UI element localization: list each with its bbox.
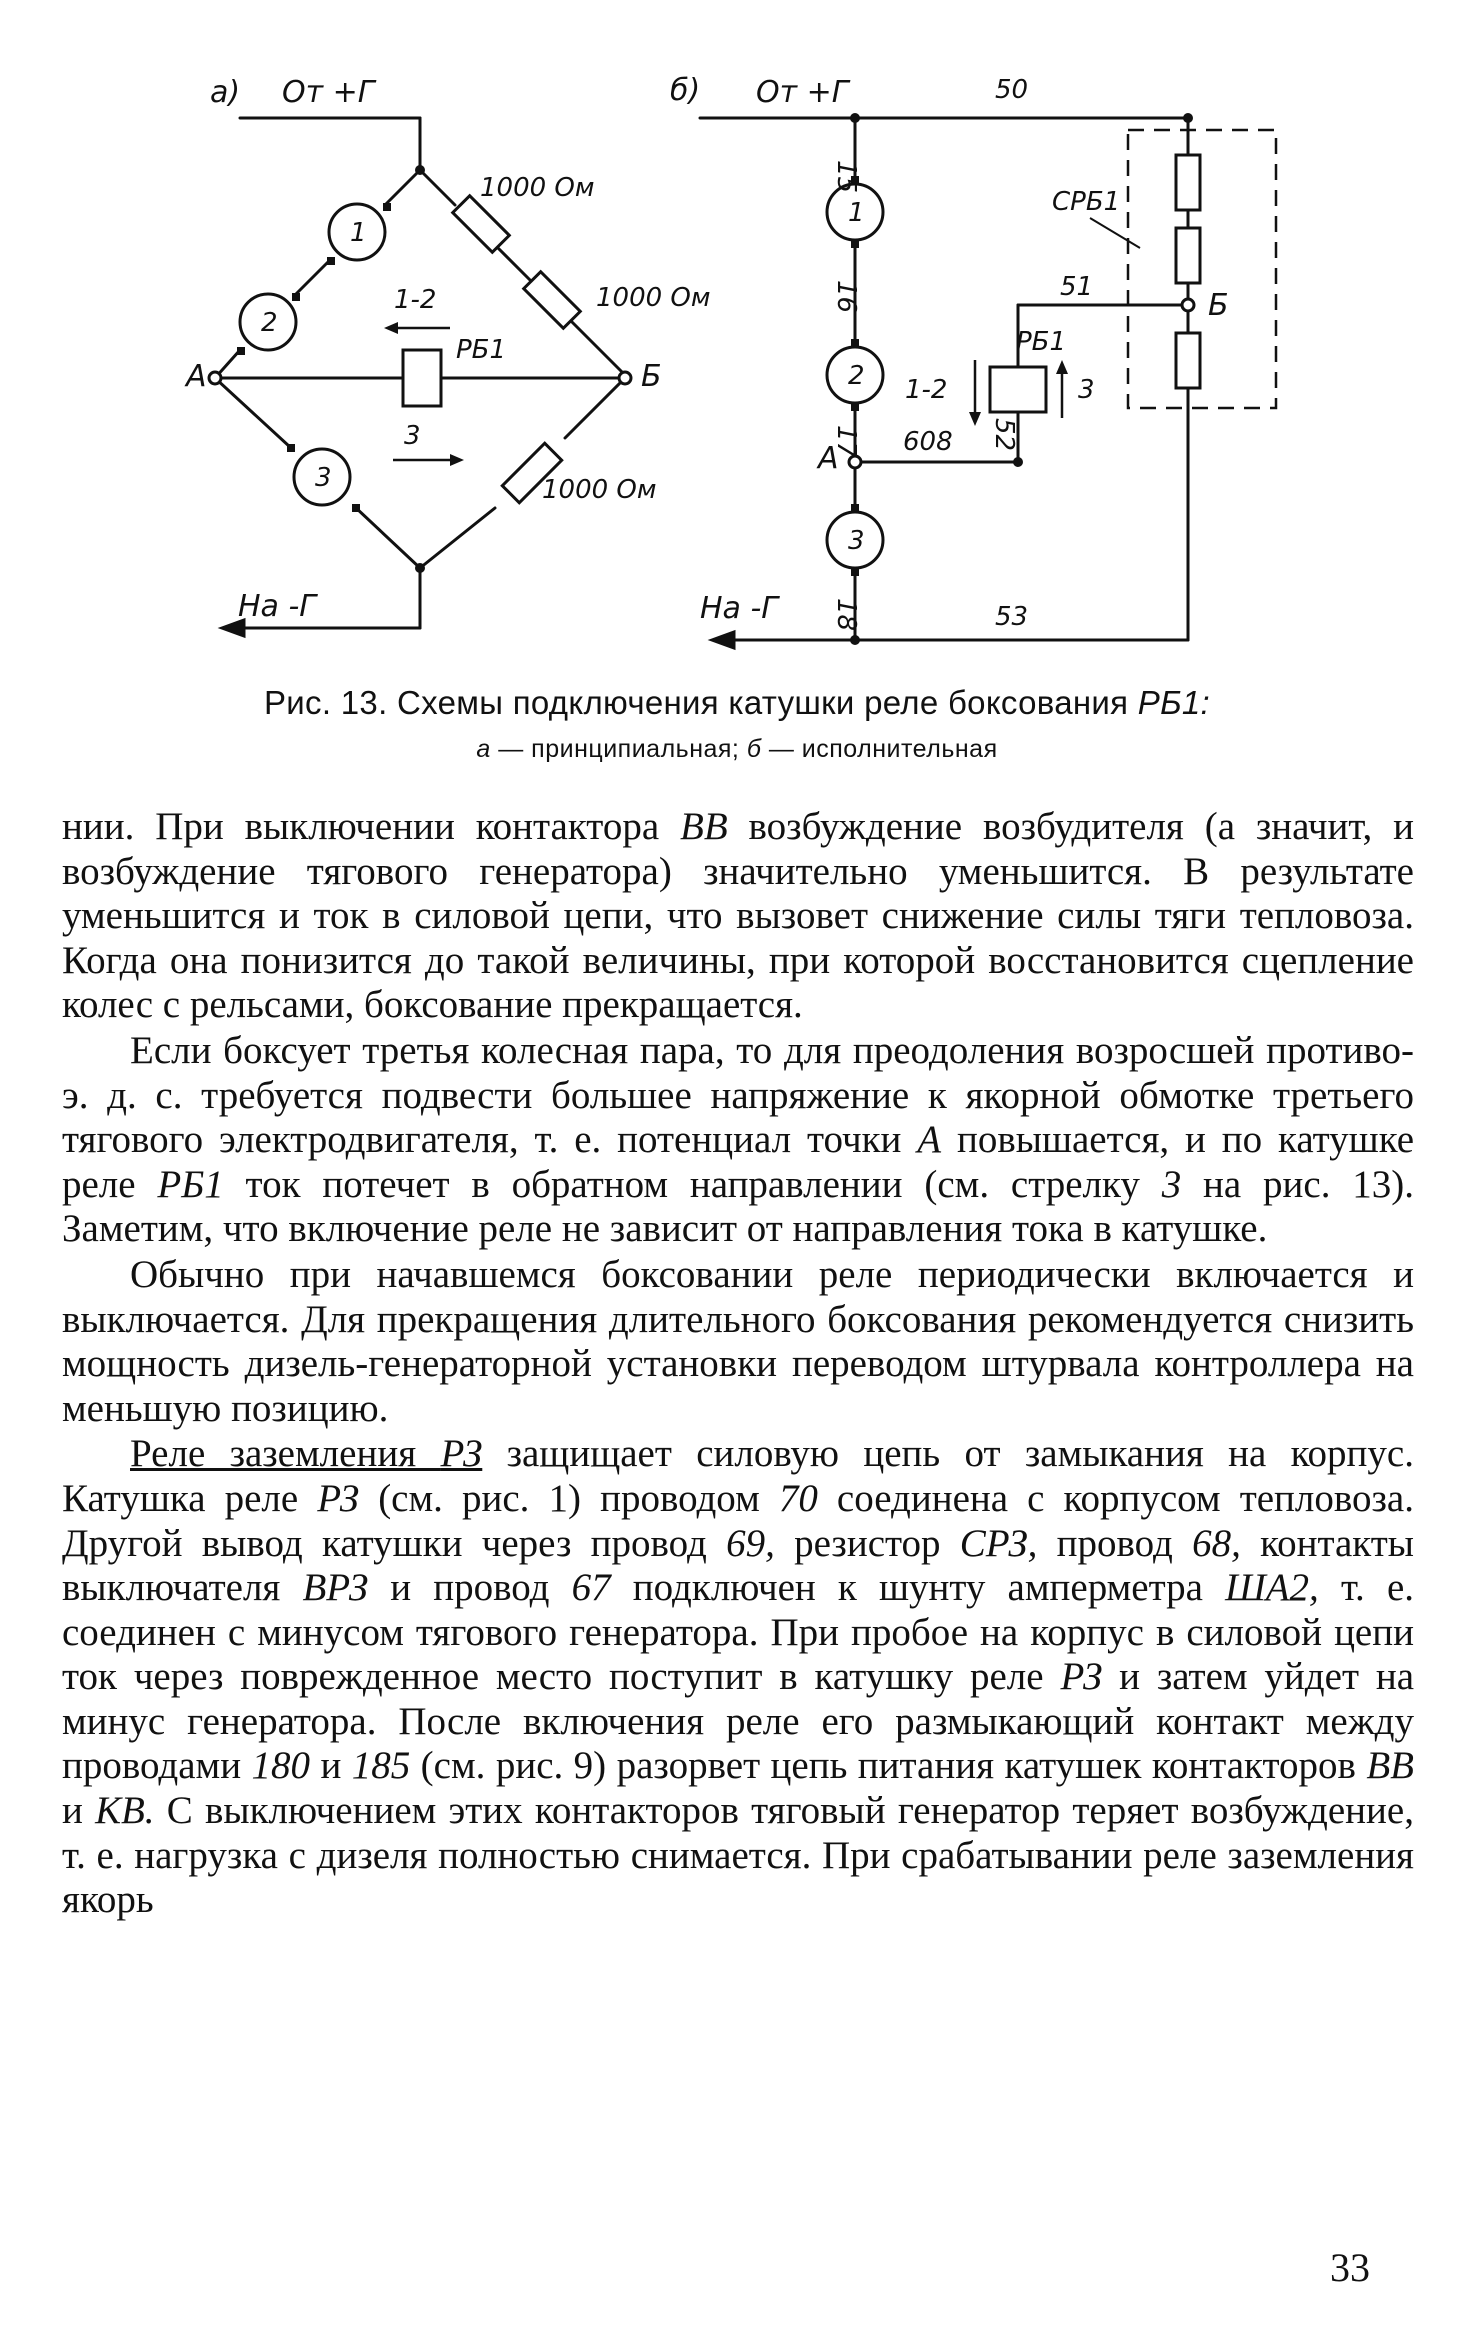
wire-608-label: 608 — [903, 427, 953, 457]
wire-52-label: 52 — [989, 418, 1019, 452]
node-b-b-dot — [1182, 299, 1194, 311]
relay-label-b: РБ1 — [1016, 327, 1067, 357]
to-minus-g-a: На -Г — [238, 589, 317, 624]
srb1-section-2 — [1176, 228, 1200, 283]
resistor-2-a — [524, 272, 581, 329]
arrow-1-2-label-b: 1-2 — [905, 375, 948, 405]
resistor-3-label: 1000 Ом — [542, 475, 657, 505]
figure-13-diagrams — [0, 0, 1474, 670]
arrow-3-label-b: 3 — [1078, 375, 1095, 405]
figure-caption-line-1 — [0, 684, 1474, 722]
motor-3-label-a: 3 — [315, 463, 332, 493]
relay-coil-a — [403, 350, 441, 406]
relay-heading: Реле заземления — [130, 1432, 441, 1476]
caption-b-text: — исполнительная — [761, 735, 998, 763]
wire-50-label: 50 — [995, 75, 1029, 105]
page-number: 33 — [1330, 2245, 1370, 2290]
panel-b-label: б) — [670, 73, 701, 108]
arrow-1-2-label-a: 1-2 — [394, 285, 437, 315]
figure-caption-line-2 — [0, 735, 1474, 764]
from-plus-g-a: От +Г — [282, 75, 375, 110]
body-text — [62, 805, 1414, 1923]
motor-2-label-b: 2 — [848, 361, 865, 391]
paragraph-1: нии. При выключении контактора ВВ возбуждение возбудителя (а значит, и возбуждение тягового генератора) значительно уменьшится. В результате уменьшится и ток в силовой цепи, что вызовет снижение силы тяги тепловоза. Когда она понизится до такой величины, при которой восстановится сцепление колес с рельсами, боксование прекращается. — [62, 805, 1414, 1027]
caption-a-text: — принципиальная; — [490, 735, 747, 763]
caption-relay-name: РБ1: — [1137, 684, 1210, 721]
node-b-label-b: Б — [1208, 288, 1229, 323]
paragraph-2: Если боксует третья колесная пара, то для преодоления возросшей противо-э. д. с. требуется подвести большее напряжение к якорной обмотке третьего тягового электродвигателя, т. е. потенциал точки А повышается, и по катушке реле РБ1 ток потечет в обратном направлении (см. стрелку 3 на рис. 13). Заметим, что включение реле не зависит от направления тока в катушке. — [62, 1028, 1415, 1251]
srb1-label: СРБ1 — [1052, 187, 1121, 217]
motor-2-label-a: 2 — [261, 308, 278, 338]
resistor-1-label: 1000 Ом — [480, 173, 595, 203]
motor-3-label-b: 3 — [848, 526, 865, 556]
panel-a-label: а) — [210, 75, 241, 110]
caption-b-letter: б — [746, 735, 762, 763]
node-b-label: Б — [641, 359, 662, 394]
srb1-section-3 — [1176, 333, 1200, 388]
wire-15-label: 15 — [831, 160, 861, 194]
node-a-dot — [209, 372, 221, 384]
node-b-dot — [619, 372, 631, 384]
paragraph-3: Обычно при начавшемся боксовании реле периодически включается и выключается. Для прекращения длительного боксования рекомендуется снизить мощность дизель-генераторной установки переводом штурвала контроллера на меньшую позицию. — [62, 1252, 1414, 1430]
node-a-label-b: А — [818, 441, 839, 476]
node-a-label: А — [186, 359, 207, 394]
srb1-enclosure — [1128, 130, 1276, 408]
resistor-2-label: 1000 Ом — [596, 283, 711, 313]
relay-label-a: РБ1 — [456, 335, 507, 365]
caption-text: Рис. 13. Схемы подключения катушки реле боксования — [264, 684, 1138, 721]
caption-a-letter: а — [476, 735, 491, 763]
wire-17-label: 17 — [831, 425, 861, 459]
paragraph-4: Реле заземления РЗ защищает силовую цепь от замыкания на корпус. Катушка реле РЗ (см. рис. 1) проводом 70 соединена с корпусом тепловоза. Другой вывод катушки через провод 69, резистор СРЗ, провод 68, контакты выключателя ВРЗ и провод 67 подключен к шунту амперметра ША2, т. е. соединен с минусом тягового генератора. При пробое на корпус в силовой цепи ток через поврежденное место поступит в катушку реле РЗ и затем уйдет на минус генератора. После включения реле его размыкающий контакт между проводами 180 и 185 (см. рис. 9) разорвет цепь питания катушек контакторов ВВ и КВ. С выключением этих контакторов тяговый генератор теряет возбуждение, т. е. нагрузка с дизеля полностью снимается. При срабатывании реле заземления якорь — [62, 1432, 1415, 1922]
motor-1-label-a: 1 — [350, 218, 367, 248]
motor-1-label-b: 1 — [848, 198, 865, 228]
from-plus-g-b: От +Г — [756, 75, 849, 110]
wire-53-label: 53 — [995, 602, 1029, 632]
to-minus-g-b: На -Г — [700, 591, 779, 626]
wire-16-label: 16 — [831, 280, 861, 314]
resistor-1-a — [453, 196, 510, 253]
relay-coil-b — [990, 367, 1046, 412]
wire-51-label: 51 — [1060, 272, 1094, 302]
srb1-section-1 — [1176, 155, 1200, 210]
wire-18-label: 18 — [831, 598, 861, 632]
arrow-3-label-a: 3 — [404, 421, 421, 451]
